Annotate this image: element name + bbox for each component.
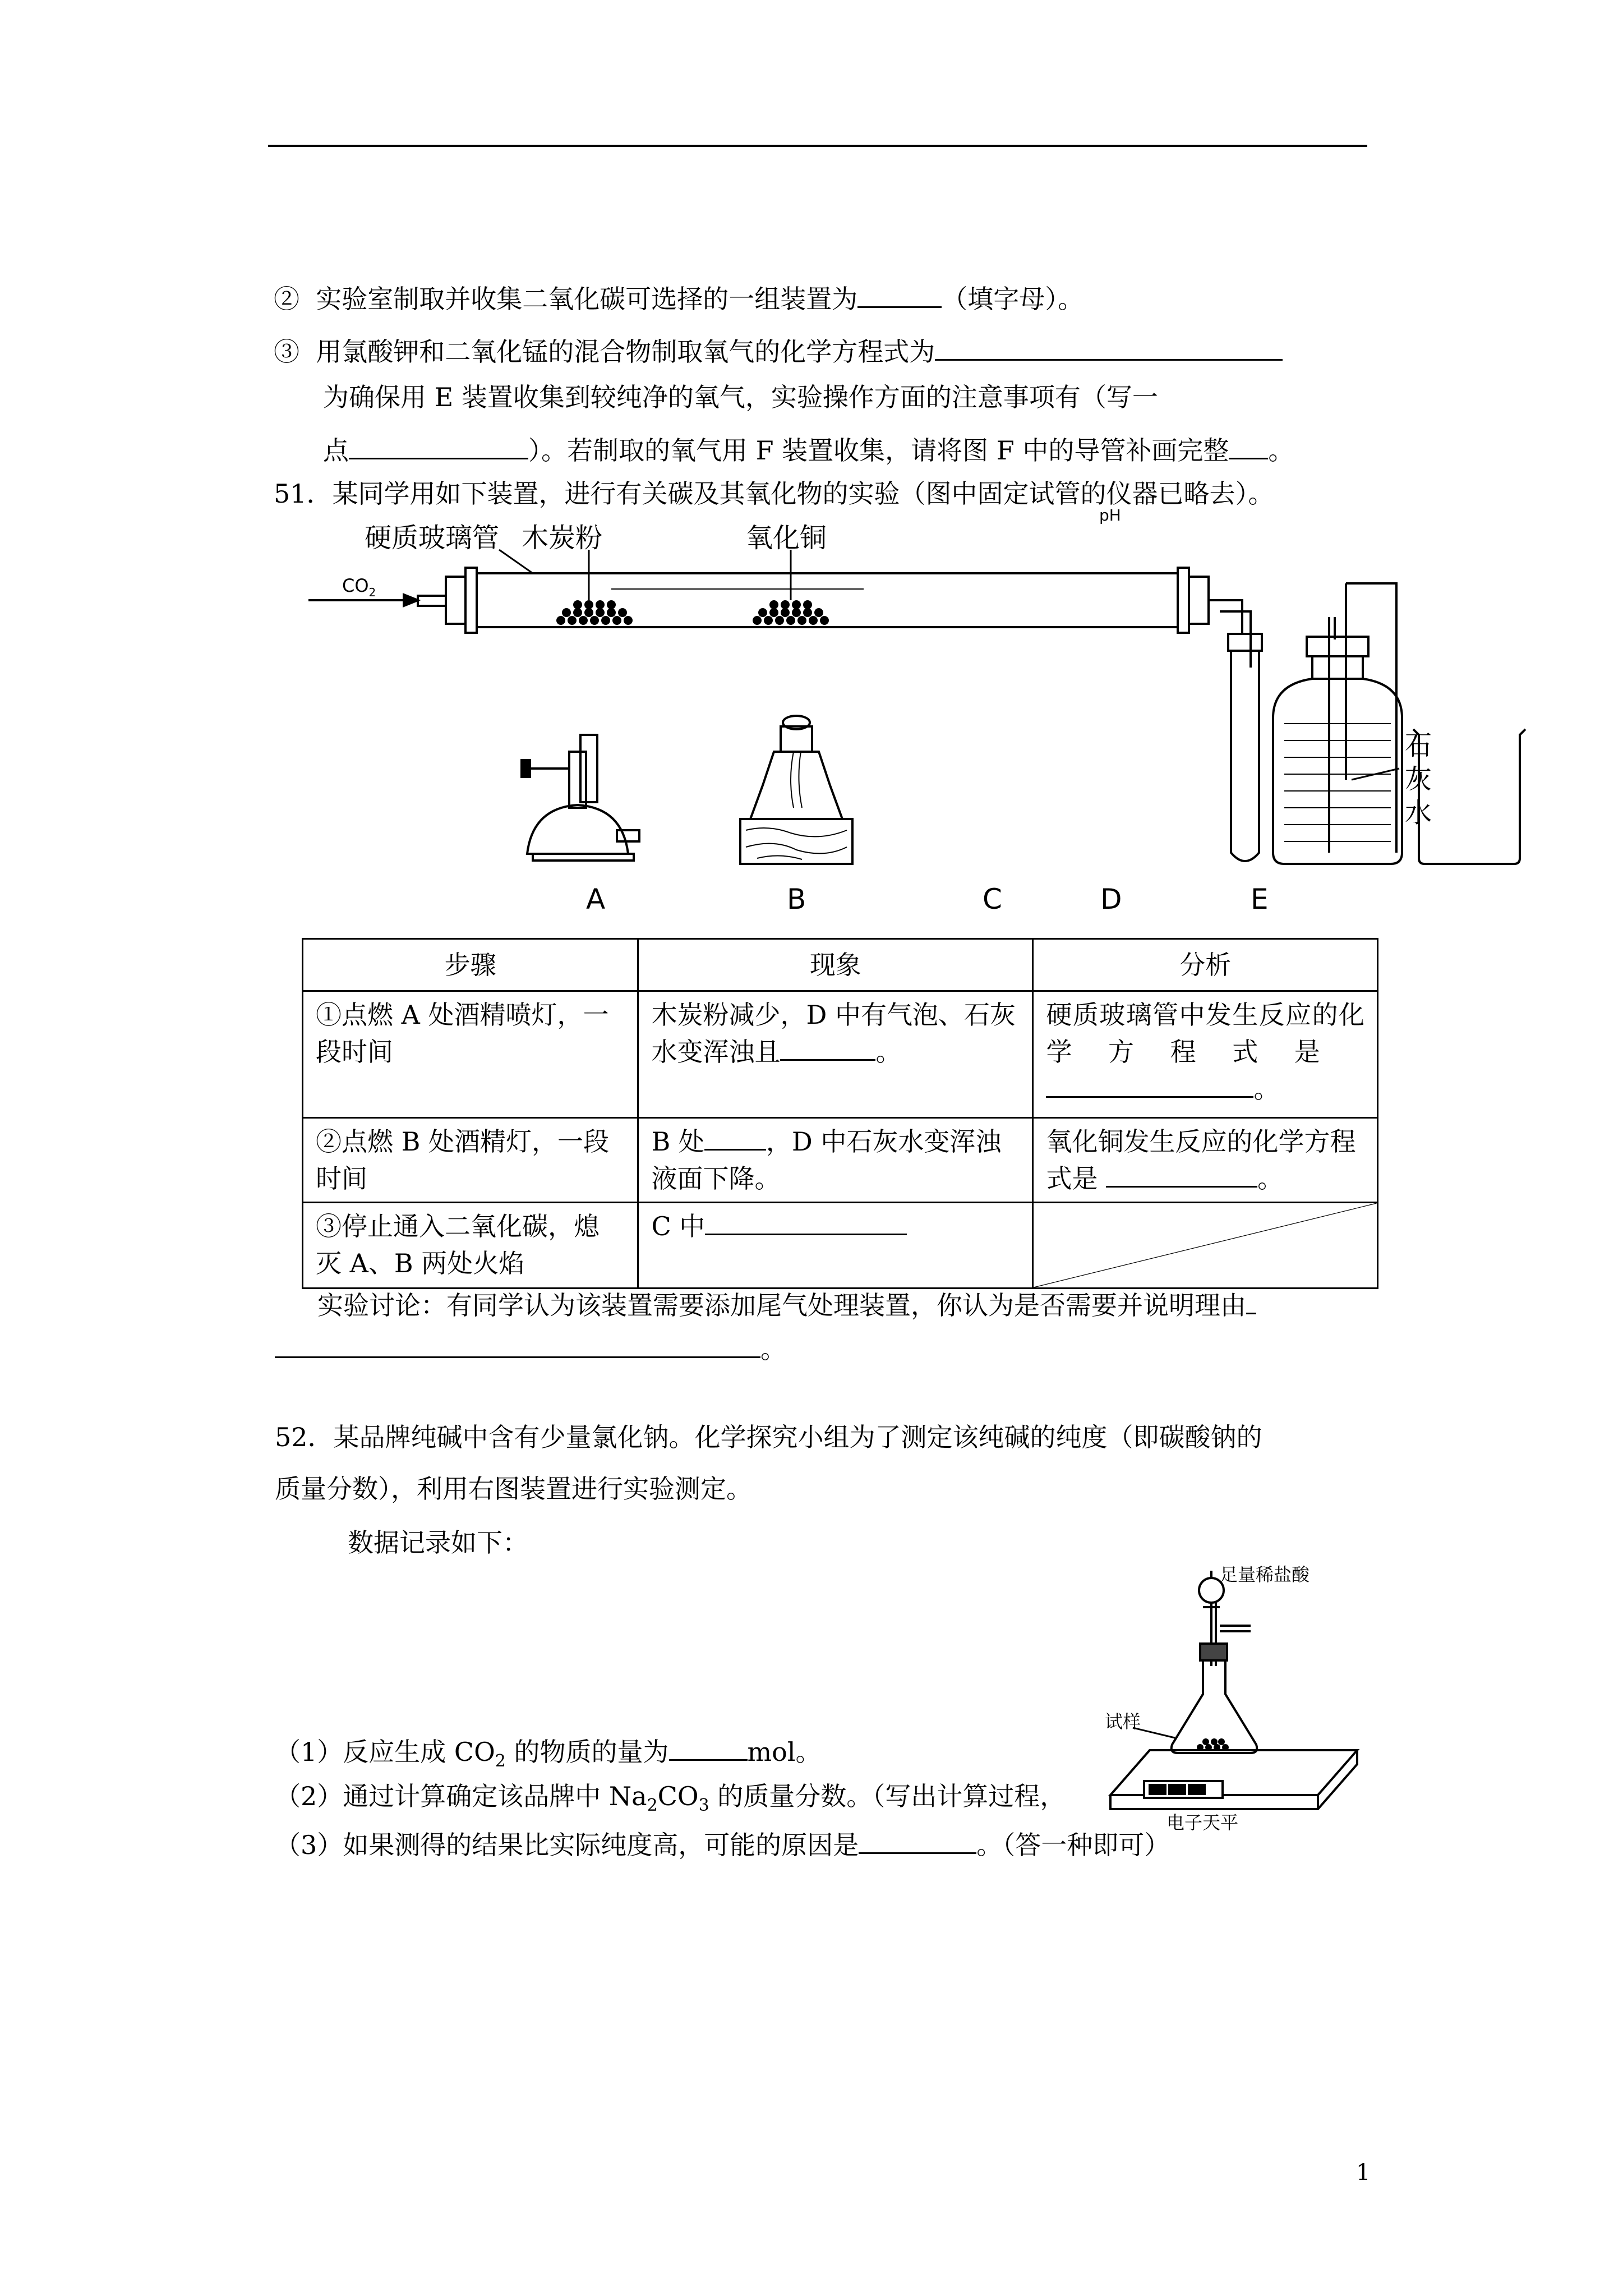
q50-item3-line2: 为确保用 E 装置收集到较纯净的氧气，实验操作方面的注意事项有（写一 bbox=[323, 382, 1158, 412]
label-limewater-3: 水 bbox=[1405, 797, 1432, 829]
answer-blank[interactable] bbox=[1046, 1070, 1253, 1098]
q51-stem: 51．某同学用如下装置，进行有关碳及其氧化物的实验（图中固定试管的仪器已略去）。 bbox=[274, 478, 1274, 509]
label-balance: 电子天平 bbox=[1166, 1812, 1239, 1833]
label-hard-glass-tube: 硬质玻璃管 bbox=[365, 522, 500, 554]
q50-item3-line3: 点 ）。若制取的氧气用 F 装置收集，请将图 F 中的导管补画完整 。 bbox=[323, 432, 1294, 467]
table-header-row bbox=[303, 939, 1378, 991]
analysis-cell: 氧化铜发生反应的化学方程式是 。 bbox=[1033, 1118, 1378, 1203]
step-cell: ③停止通入二氧化碳，熄灭 A、B 两处火焰 bbox=[303, 1203, 638, 1289]
label-b: B bbox=[787, 883, 806, 915]
q51-discussion-line2: 。 bbox=[275, 1331, 786, 1366]
answer-blank[interactable] bbox=[669, 1733, 748, 1761]
q52-stem-line1: 52．某品牌纯碱中含有少量氯化钠。化学探究小组为了测定该纯碱的纯度（即碳酸钠的 bbox=[275, 1422, 1262, 1452]
empty-diagonal-cell bbox=[1033, 1203, 1378, 1289]
q51-experiment-table bbox=[302, 938, 1378, 1289]
q52-data-intro: 数据记录如下： bbox=[348, 1527, 528, 1558]
table-row bbox=[303, 1203, 1378, 1289]
answer-blank[interactable] bbox=[935, 333, 1283, 361]
q51-discussion: 实验讨论：有同学认为该装置需要添加尾气处理装置，你认为是否需要并说明理由 bbox=[317, 1287, 1256, 1322]
table-row bbox=[303, 991, 1378, 1118]
label-limewater-1: 石 bbox=[1405, 730, 1432, 761]
alcohol-blast-lamp-a bbox=[522, 735, 639, 861]
copper-oxide-pile bbox=[753, 600, 829, 625]
answer-blank[interactable] bbox=[1229, 432, 1268, 459]
step-cell: ①点燃 A 处酒精喷灯，一段时间 bbox=[303, 991, 638, 1118]
q51-apparatus-figure bbox=[297, 506, 1432, 920]
answer-blank[interactable] bbox=[705, 1208, 907, 1235]
step-cell: ②点燃 B 处酒精灯，一段时间 bbox=[303, 1118, 638, 1203]
label-copper-oxide: 氧化铜 bbox=[746, 522, 827, 554]
label-limewater-2: 灰 bbox=[1405, 763, 1432, 795]
answer-blank[interactable] bbox=[704, 1123, 766, 1151]
label-sample: 试样 bbox=[1105, 1711, 1141, 1732]
item-number: ③ bbox=[274, 337, 299, 367]
limewater-bottle-d bbox=[1273, 583, 1402, 864]
carbon-powder-pile bbox=[556, 600, 633, 625]
q52-sub2: （2）通过计算确定该品牌中 $Na_2CO_3$ 的质量分数。（写出计算过程， bbox=[275, 1781, 1066, 1815]
page-number: 1 bbox=[1356, 2160, 1371, 2185]
header-analysis: 分析 bbox=[1033, 939, 1378, 991]
header-step: 步骤 bbox=[303, 939, 638, 991]
label-c: C bbox=[983, 883, 1002, 915]
answer-blank[interactable] bbox=[275, 1331, 760, 1358]
label-d: D bbox=[1100, 883, 1122, 915]
inlet-pipe bbox=[418, 596, 446, 606]
label-acid: 足量稀盐酸 bbox=[1220, 1564, 1310, 1585]
q52-sub3: （3）如果测得的结果比实际纯度高，可能的原因是 。（答一种即可） bbox=[275, 1826, 1170, 1862]
analysis-cell: 硬质玻璃管中发生反应的化学方程式是 。 bbox=[1033, 991, 1378, 1118]
answer-blank[interactable] bbox=[859, 1826, 976, 1854]
label-co2: $CO_2$ bbox=[342, 575, 376, 599]
alcohol-lamp-b bbox=[740, 716, 852, 864]
item-number: ② bbox=[274, 284, 299, 314]
label-a: A bbox=[586, 883, 606, 915]
wood-block bbox=[740, 819, 852, 864]
header-rule bbox=[268, 145, 1367, 147]
table-row bbox=[303, 1118, 1378, 1203]
right-stopper bbox=[1189, 577, 1209, 624]
phenomenon-cell: 木炭粉减少，D 中有气泡、石灰水变浑浊且 。 bbox=[638, 991, 1033, 1118]
phenomenon-cell: B 处 ，D 中石灰水变浑浊液面下降。 bbox=[638, 1118, 1033, 1203]
q50-item2: ② 实验室制取并收集二氧化碳可选择的一组装置为 （填字母）。 bbox=[274, 280, 1083, 316]
q50-item3-line1: ③ 用氯酸钾和二氧化锰的混合物制取氧气的化学方程式为 bbox=[274, 333, 1283, 369]
left-stopper bbox=[446, 577, 465, 624]
arrow-head-icon bbox=[404, 595, 418, 606]
q52-stem-line2: 质量分数），利用右图装置进行实验测定。 bbox=[275, 1474, 752, 1504]
answer-blank[interactable] bbox=[857, 280, 942, 308]
answer-blank[interactable] bbox=[349, 432, 528, 459]
label-ph: pH bbox=[1099, 506, 1121, 524]
answer-blank[interactable] bbox=[780, 1033, 875, 1061]
label-e: E bbox=[1251, 883, 1269, 915]
label-carbon-powder: 木炭粉 bbox=[522, 522, 603, 554]
phenomenon-cell: C 中 bbox=[638, 1203, 1033, 1289]
q52-sub1: （1）反应生成 $CO_2$ 的物质的量为 mol。 bbox=[275, 1733, 822, 1778]
test-tube-c bbox=[1228, 634, 1262, 861]
answer-blank[interactable] bbox=[1246, 1287, 1256, 1314]
header-phenomenon: 现象 bbox=[638, 939, 1033, 991]
q52-balance-figure bbox=[1099, 1559, 1368, 1834]
answer-blank[interactable] bbox=[1106, 1160, 1257, 1188]
diagonal-line bbox=[1034, 1203, 1377, 1287]
